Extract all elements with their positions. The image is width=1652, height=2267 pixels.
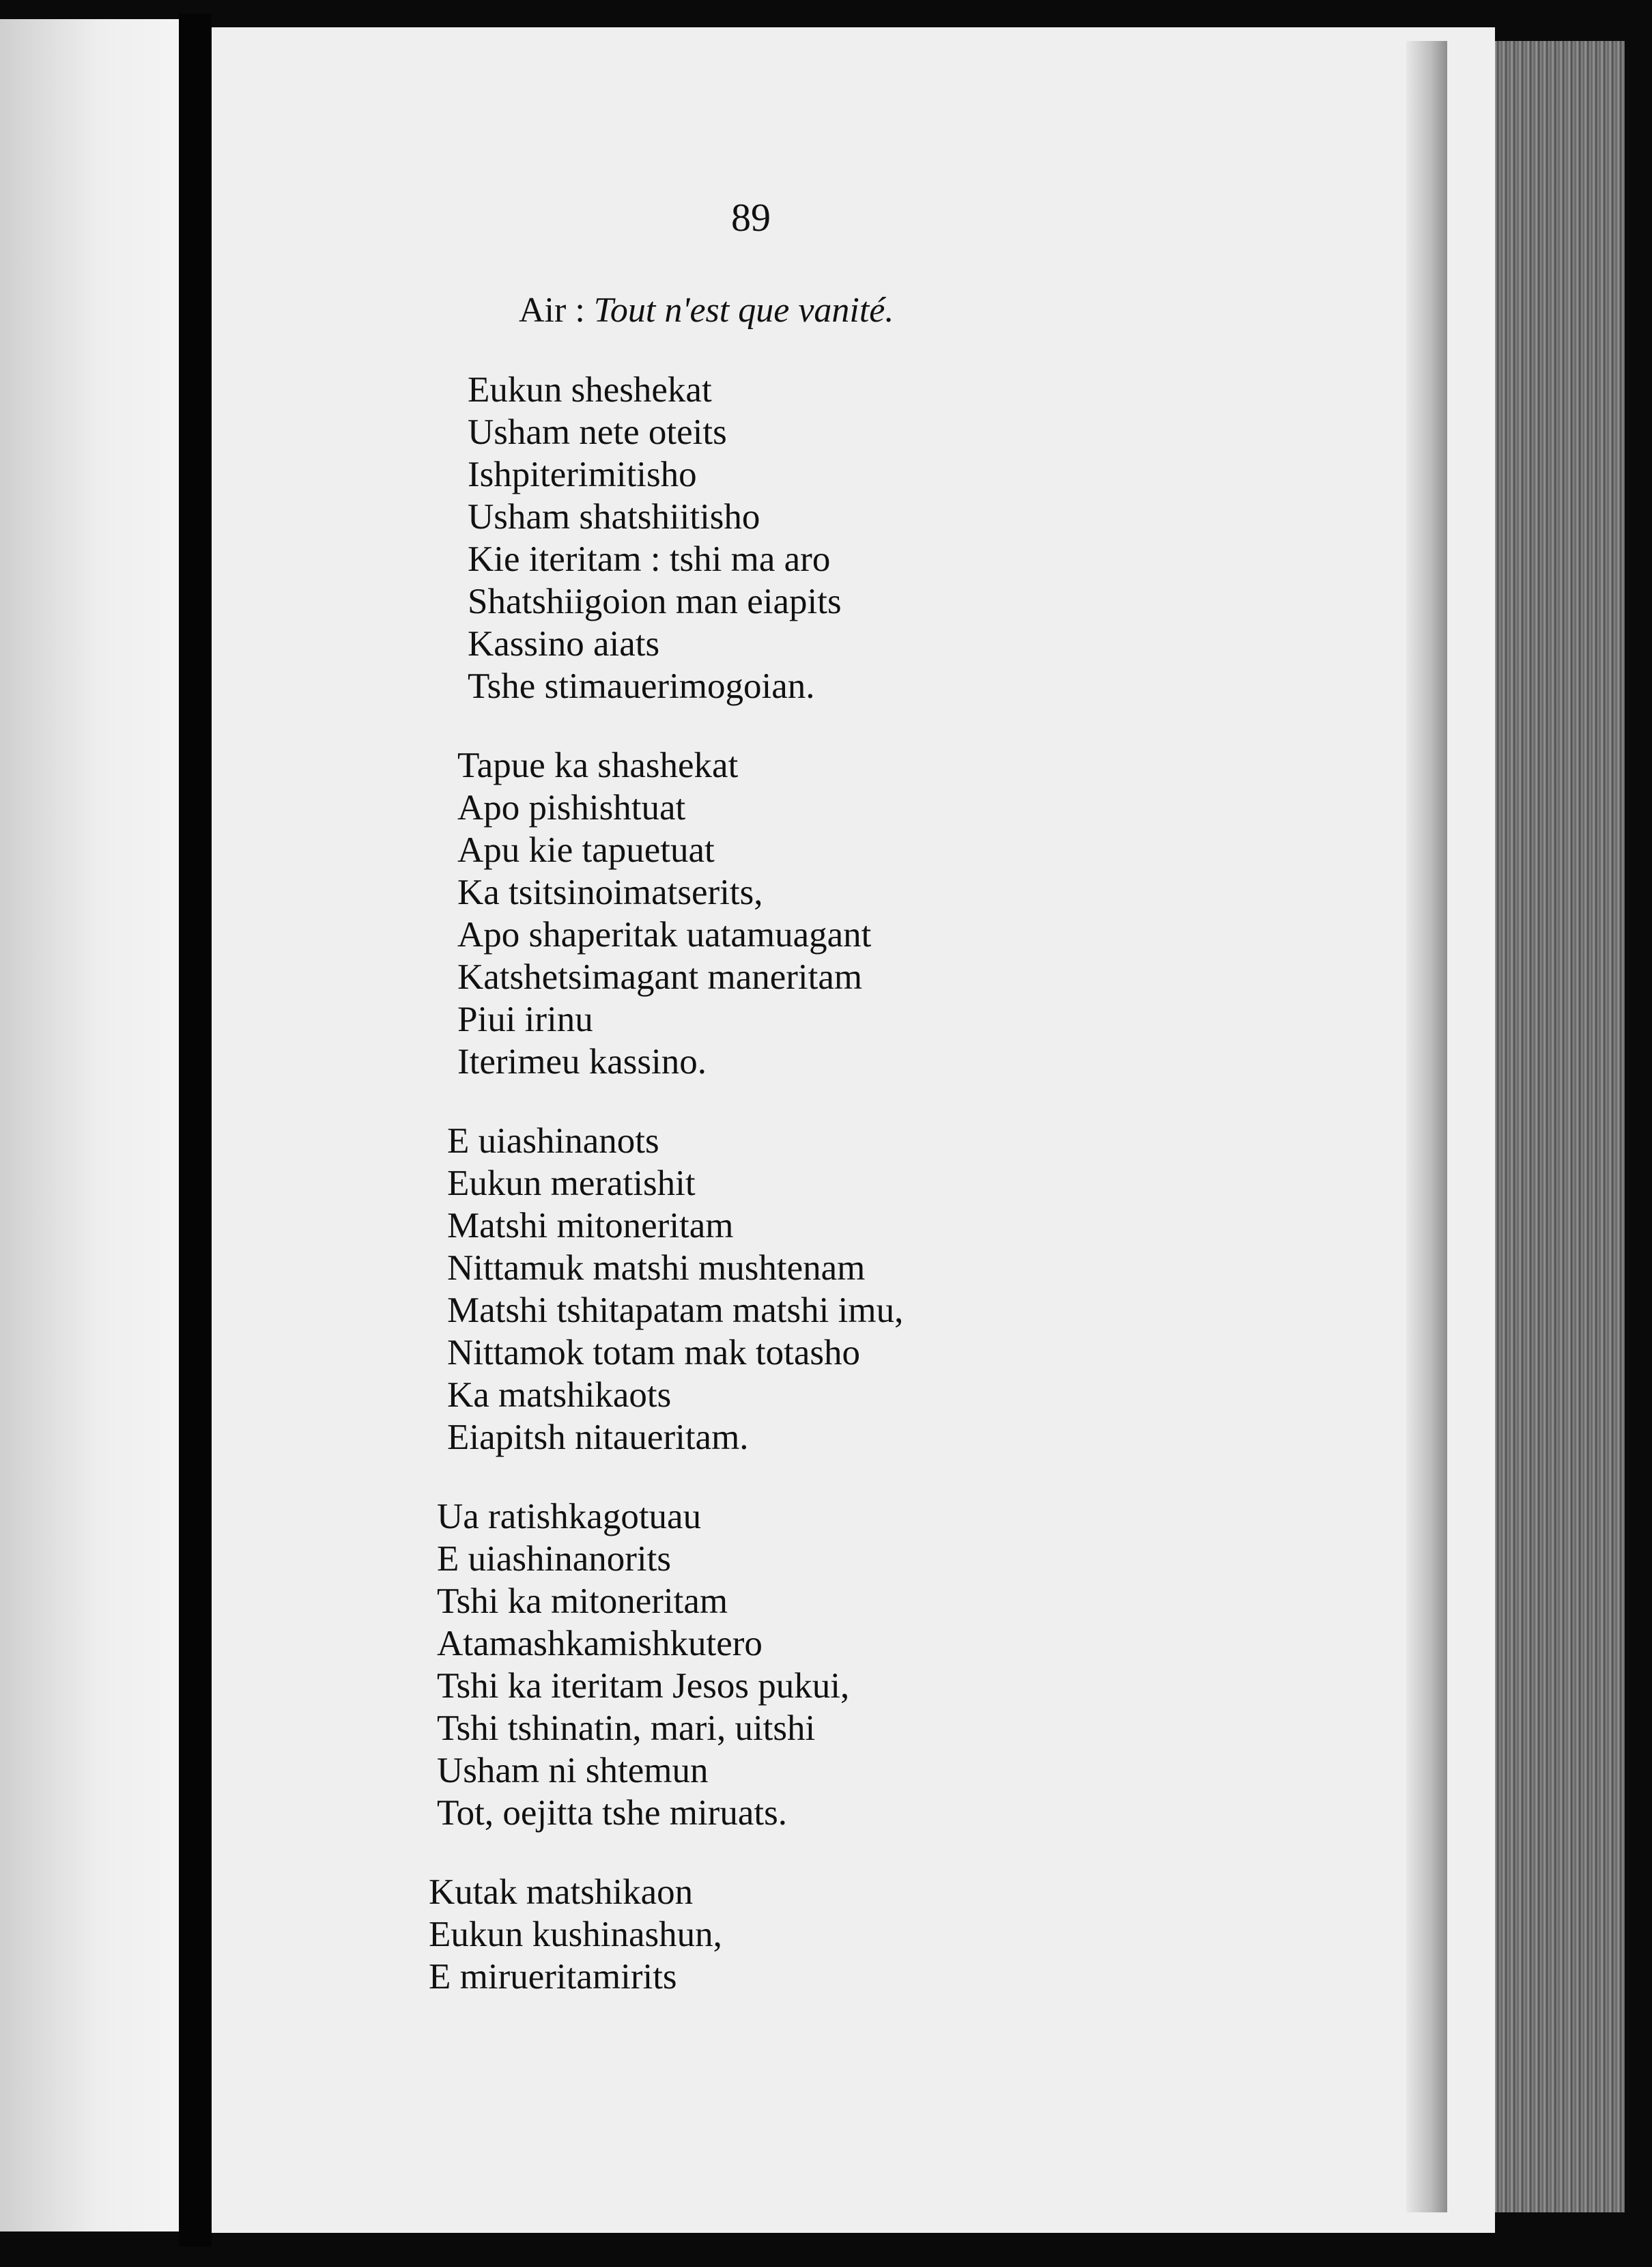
verse-line: Eukun kushinashun, — [429, 1915, 722, 1954]
verse-line: Shatshiigoion man eiapits — [468, 582, 842, 621]
verse-line: Tapue ka shashekat — [457, 746, 739, 785]
stanza-3 — [447, 1120, 903, 1459]
verse-line: Matshi mitoneritam — [447, 1206, 734, 1245]
verse-line: Eiapitsh nitaueritam. — [447, 1418, 749, 1457]
verse-line: Nittamok totam mak totasho — [447, 1333, 860, 1372]
stanza-4 — [437, 1495, 849, 1834]
stanza-5 — [429, 1871, 722, 1998]
verse-line: Usham nete oteits — [468, 412, 727, 452]
verse-line: Nittamuk matshi mushtenam — [447, 1248, 866, 1288]
verse-line: Tshi ka mitoneritam — [437, 1581, 728, 1621]
verse-line: E uiashinanorits — [437, 1539, 671, 1579]
verse-line: Kutak matshikaon — [429, 1872, 694, 1912]
stanza-2 — [457, 744, 871, 1083]
verse-line: Ka tsitsinoimatserits, — [457, 873, 763, 912]
verse-line: Atamashkamishkutero — [437, 1624, 763, 1663]
verse-line: Kie iteritam : tshi ma aro — [468, 539, 831, 579]
verse-line: Eukun meratishit — [447, 1164, 696, 1203]
verse-line: Apo shaperitak uatamuagant — [457, 915, 872, 955]
verse-line: Apo pishishtuat — [457, 788, 686, 828]
verse-line: Eukun sheshekat — [468, 370, 712, 410]
verse-line: Usham shatshiitisho — [468, 497, 760, 537]
verse-line: Piui irinu — [457, 1000, 593, 1039]
air-label: Air : — [519, 291, 585, 330]
left-page-edge — [0, 19, 179, 2231]
air-title: Tout n'est que vanité. — [593, 291, 894, 330]
verse-line: Ka matshikaots — [447, 1375, 672, 1415]
verse-line: Usham ni shtemun — [437, 1751, 709, 1790]
book-gutter — [179, 14, 212, 2247]
verse-line: Ua ratishkagotuau — [437, 1497, 702, 1536]
verse-line: Katshetsimagant maneritam — [457, 957, 863, 997]
verse-line: Kassino aiats — [468, 624, 660, 664]
air-heading — [519, 290, 894, 330]
verse-line: Ishpiterimitisho — [468, 455, 697, 494]
verse-line: Iterimeu kassino. — [457, 1042, 707, 1082]
verse-line: E uiashinanots — [447, 1121, 659, 1161]
verse-line: Tshi tshinatin, mari, uitshi — [437, 1708, 816, 1748]
verse-line: Matshi tshitapatam matshi imu, — [447, 1291, 904, 1330]
verse-line: Tshe stimauerimogoian. — [468, 666, 815, 706]
stanza-1 — [468, 369, 842, 707]
page-edges-shadow — [1406, 41, 1447, 2212]
verse-line: Tot, oejitta tshe miruats. — [437, 1793, 787, 1833]
verse-line: Tshi ka iteritam Jesos pukui, — [437, 1666, 850, 1706]
verse-line: E mirueritamirits — [429, 1957, 677, 1997]
page-number: 89 — [731, 195, 771, 240]
verse-line: Apu kie tapuetuat — [457, 830, 715, 870]
